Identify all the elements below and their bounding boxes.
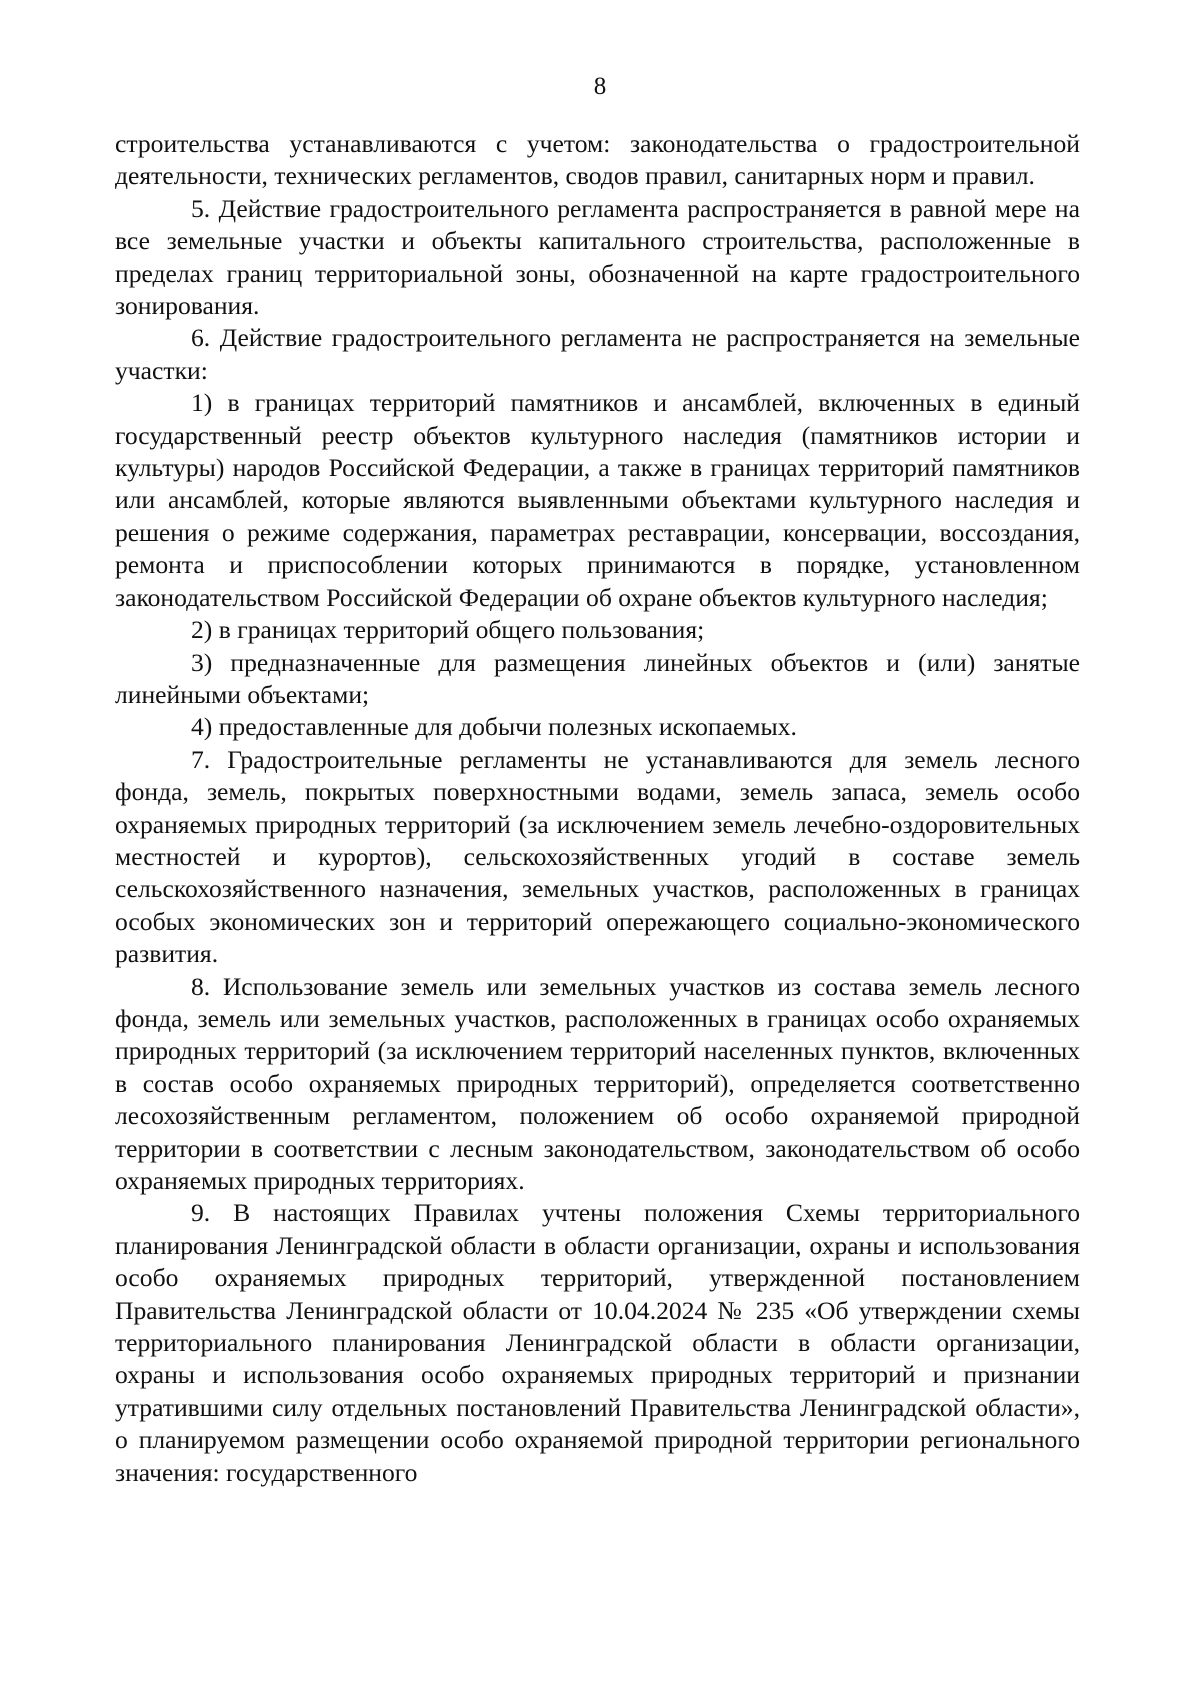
paragraph-6-item-4: 4) предоставленные для добычи полезных ископаемых. (191, 712, 797, 742)
paragraph-6-item-1: 1) в границах территорий памятников и ансамблей, включенных в единый государственный реестр объектов культурного наследия (памятников истории и культуры) народов Российской Федерации, а также в границах территорий памятников или ансамблей, которые являются выявленными объектами культурного наследия и решения о режиме содержания, параметрах реставрации, консервации, воссоздания, ремонта и приспособлении которых принимаются в порядке, установленном законодательством Российской Федерации об охране объектов культурного наследия; (115, 388, 1080, 612)
paragraph-8: 8. Использование земель или земельных участков из состава земель лесного фонда, земель или земельных участков, расположенных в границах особо охраняемых природных территорий (за исключением территорий населенных пунктов, включенных в состав особо охраняемых природных территорий), определяется соответственно лесохозяйственным регламентом, положением об особо охраняемой природной территории в соответствии с лесным законодательством, законодательством об особо охраняемых природных территориях. (115, 971, 1080, 1195)
paragraph-6-item-2: 2) в границах территорий общего пользования; (191, 615, 705, 645)
paragraph-6: 6. Действие градостроительного регламента не распространяется на земельные участки: (115, 323, 1080, 385)
page-number: 8 (593, 73, 607, 100)
paragraph-continuation: строительства устанавливаются с учетом: законодательства о градостроительной деятельности, технических регламентов, сводов правил, санитарных норм и правил. (115, 129, 1080, 191)
paragraph-6-item-3: 3) предназначенные для размещения линейных объектов и (или) занятые линейными объектами; (115, 647, 1080, 709)
paragraph-9: 9. В настоящих Правилах учтены положения Схемы территориального планирования Ленинградской области в области организации, охраны и использования особо охраняемых природных территорий, утвержденной постановлением Правительства Ленинградской области от 10.04.2024 № 235 «Об утверждении схемы территориального планирования Ленинградской области в области организации, охраны и использования особо охраняемых природных территорий и признании утратившими силу отдельных постановлений Правительства Ленинградской области», о планируемом размещении особо охраняемой природной территории регионального значения: государственного (115, 1198, 1080, 1487)
paragraph-5: 5. Действие градостроительного регламента распространяется в равной мере на все земельные участки и объекты капитального строительства, расположенные в пределах границ территориальной зоны, обозначенной на карте градостроительного зонирования. (115, 193, 1080, 321)
document-body (115, 128, 1080, 1489)
paragraph-7: 7. Градостроительные регламенты не устанавливаются для земель лесного фонда, земель, покрытых поверхностными водами, земель запаса, земель особо охраняемых природных территорий (за исключением земель лечебно-оздоровительных местностей и курортов), сельскохозяйственных угодий в составе земель сельскохозяйственного назначения, земельных участков, расположенных в границах особых экономических зон и территорий опережающего социально-экономического развития. (115, 744, 1080, 969)
